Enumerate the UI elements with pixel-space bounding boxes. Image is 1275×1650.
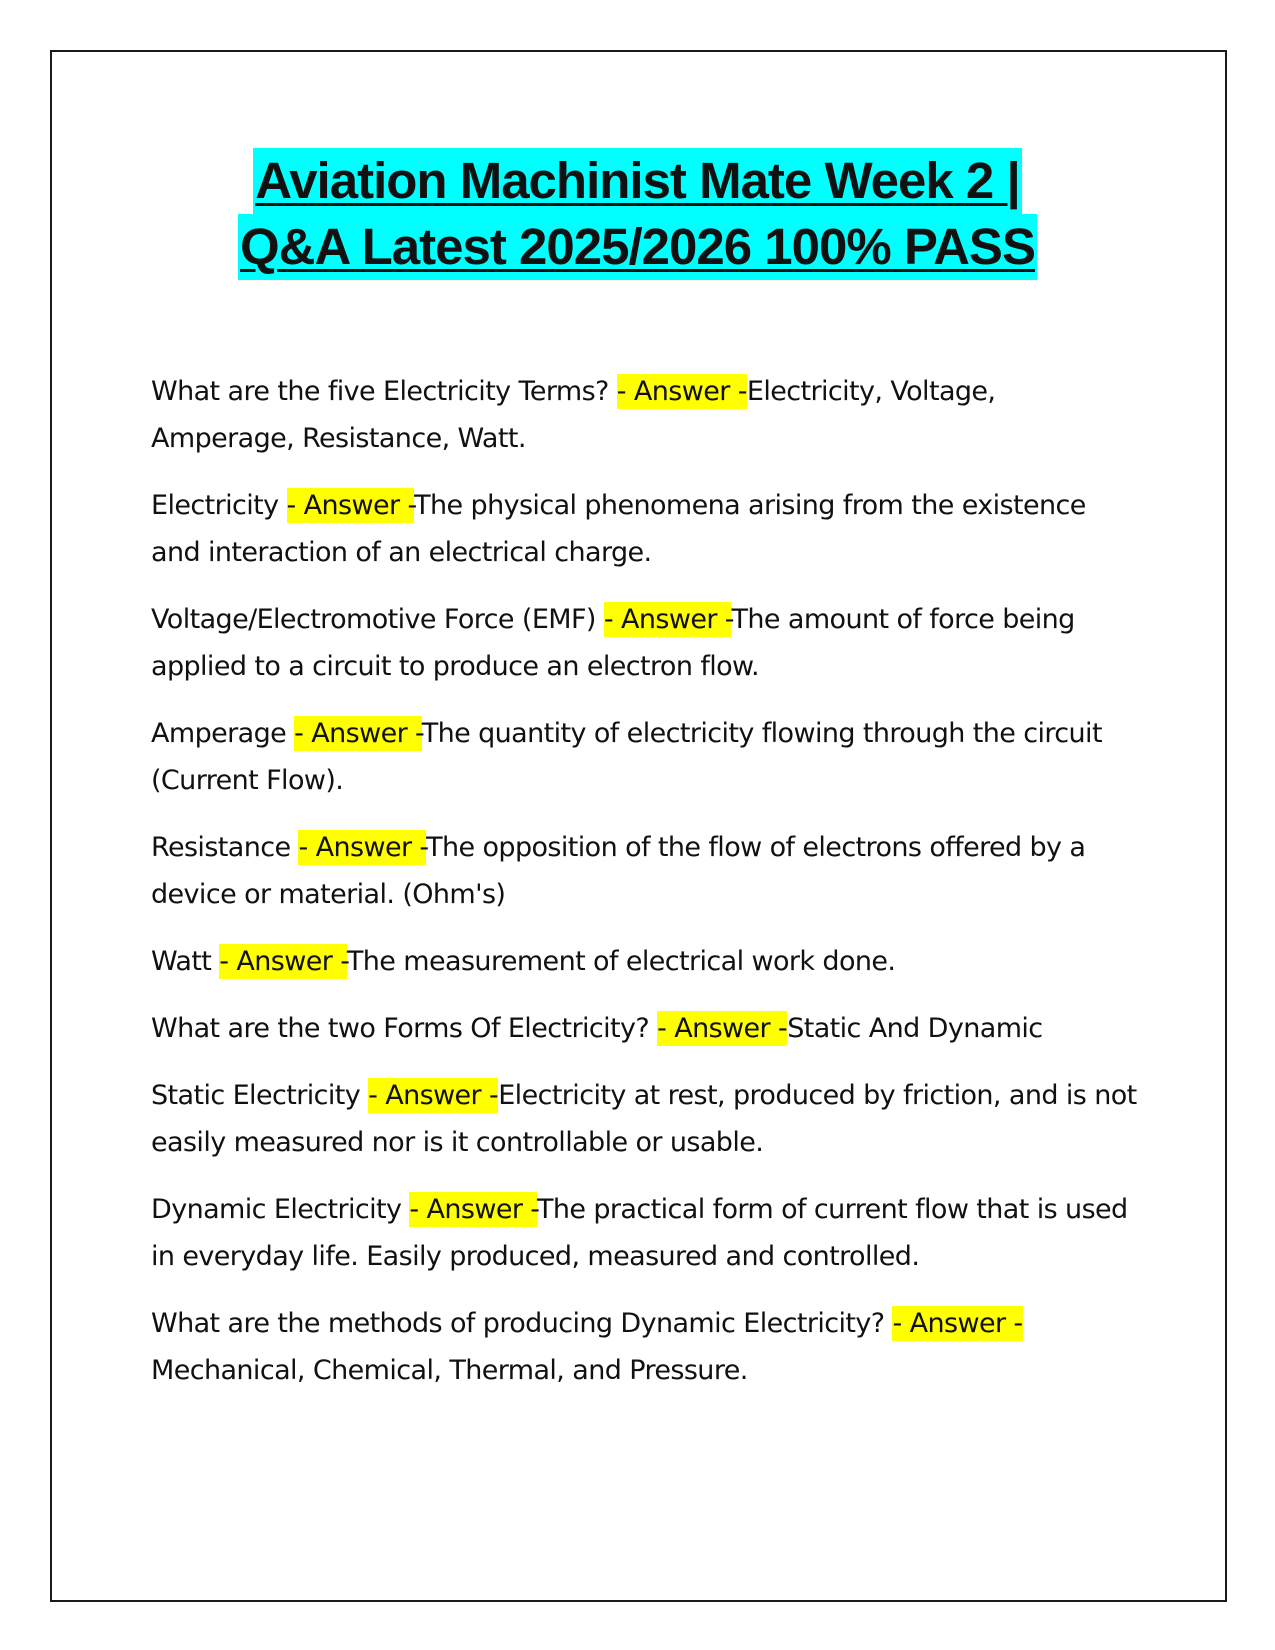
answer-marker: - Answer - — [298, 832, 427, 863]
qa-item — [151, 824, 1141, 918]
question-text: What are the five Electricity Terms? — [151, 376, 617, 407]
answer-text: Electricity, Voltage, Amperage, Resistance, Watt. — [151, 376, 996, 454]
qa-item — [151, 596, 1141, 690]
answer-marker: - Answer - — [294, 718, 422, 749]
qa-item — [151, 710, 1141, 804]
answer-marker: - Answer - — [368, 1080, 499, 1111]
answer-text: The physical phenomena arising from the existence and interaction of an electrical charge. — [151, 490, 1086, 568]
question-text: Electricity — [151, 490, 287, 521]
answer-marker: - Answer - — [286, 490, 415, 521]
answer-marker: - Answer - — [603, 604, 732, 635]
qa-item — [151, 938, 1141, 985]
answer-text: The practical form of current flow that is used in everyday life. Easily produced, measured and controlled. — [151, 1194, 1128, 1272]
answer-text: The amount of force being applied to a circuit to produce an electron flow. — [151, 604, 1075, 682]
question-text: Static Electricity — [151, 1080, 369, 1111]
qa-item — [151, 1300, 1141, 1394]
answer-marker: - Answer - — [657, 1013, 788, 1044]
qa-list — [151, 368, 1141, 1414]
qa-item — [151, 482, 1141, 576]
answer-text: Electricity at rest, produced by friction, and is not easily measured nor is it controllable or usable. — [151, 1080, 1137, 1158]
qa-item — [151, 1072, 1141, 1166]
answer-marker: - Answer - — [892, 1308, 1023, 1339]
question-text: Dynamic Electricity — [151, 1194, 410, 1225]
answer-text: Mechanical, Chemical, Thermal, and Pressure. — [151, 1355, 748, 1386]
title-line-2: Q&A Latest 2025/2026 100% PASS — [238, 214, 1037, 280]
answer-marker: - Answer - — [219, 946, 347, 977]
document-title — [100, 148, 1175, 280]
answer-marker: - Answer - — [616, 376, 747, 407]
answer-text: The quantity of electricity flowing through the circuit (Current Flow). — [151, 718, 1102, 796]
qa-item — [151, 368, 1141, 462]
answer-text: The opposition of the flow of electrons offered by a device or material. (Ohm's) — [151, 832, 1086, 910]
question-text: Watt — [151, 946, 220, 977]
question-text: Amperage — [151, 718, 295, 749]
question-text: Resistance — [151, 832, 299, 863]
question-text: What are the methods of producing Dynamic Electricity? — [151, 1308, 893, 1339]
title-line-1: Aviation Machinist Mate Week 2 | — [253, 148, 1021, 214]
answer-text: Static And Dynamic — [787, 1013, 1043, 1044]
question-text: What are the two Forms Of Electricity? — [151, 1013, 658, 1044]
qa-item — [151, 1186, 1141, 1280]
answer-marker: - Answer - — [409, 1194, 537, 1225]
question-text: Voltage/Electromotive Force (EMF) — [151, 604, 604, 635]
qa-item — [151, 1005, 1141, 1052]
answer-text: The measurement of electrical work done. — [346, 946, 896, 977]
